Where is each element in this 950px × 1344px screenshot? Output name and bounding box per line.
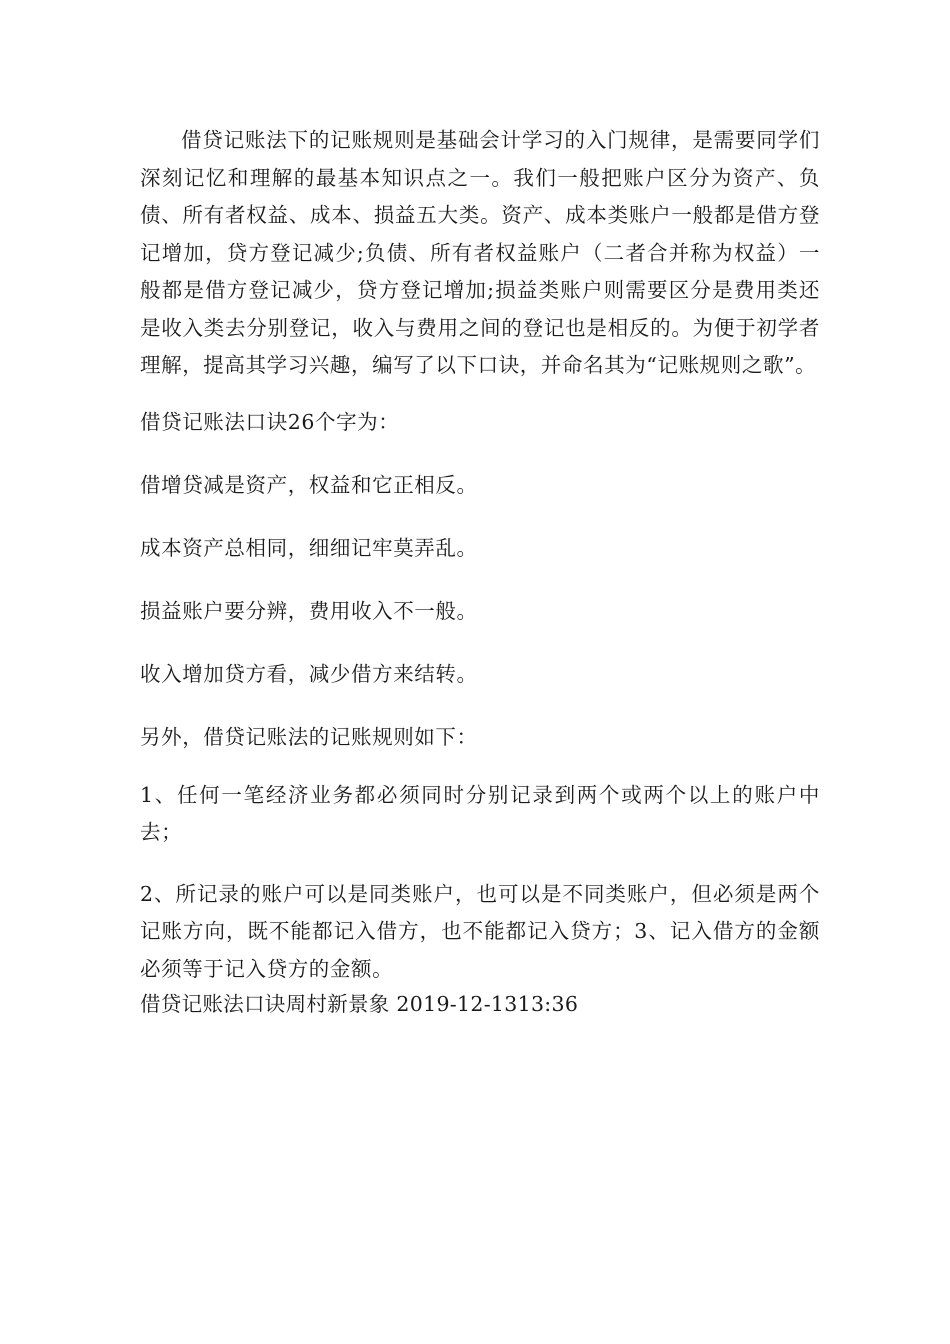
- mnemonic-line-1: 借增贷减是资产，权益和它正相反。: [140, 472, 478, 497]
- rules-heading: 另外，借贷记账法的记账规则如下：: [140, 724, 478, 749]
- mnemonic-line-2: 成本资产总相同，细细记牢莫弄乱。: [140, 535, 478, 560]
- intro-paragraph: 借贷记账法下的记账规则是基础会计学习的入门规律，是需要同学们深刻记忆和理解的最基本知识点之一。我们一般把账户区分为资产、负债、所有者权益、成本、损益五大类。资产、成本类账户一般都是借方登记增加，贷方登记减少;负债、所有者权益账户（二者合并称为权益）一般都是借方登记减少，贷方登记增加;损益类账户则需要区分是费用类还是收入类去分别登记，收入与费用之间的登记也是相反的。为便于初学者理解，提高其学习兴趣，编写了以下口诀，并命名其为“记账规则之歌”。: [140, 128, 820, 377]
- rule-item-2: 2、所记录的账户可以是同类账户，也可以是不同类账户，但必须是两个记账方向，既不能都记入借方，也不能都记入贷方；3、记入借方的金额必须等于记入贷方的金额。: [140, 881, 820, 981]
- source-footer: 借贷记账法口诀周村新景象 2019-12-1313:36: [140, 992, 579, 1016]
- mnemonic-line-4: 收入增加贷方看，减少借方来结转。: [140, 661, 478, 686]
- document-page: [140, 122, 820, 1019]
- mnemonic-heading: 借贷记账法口诀26个字为：: [140, 409, 400, 434]
- rule-item-1: 1、任何一笔经济业务都必须同时分别记录到两个或两个以上的账户中去；: [140, 782, 820, 844]
- mnemonic-line-3: 损益账户要分辨，费用收入不一般。: [140, 598, 478, 623]
